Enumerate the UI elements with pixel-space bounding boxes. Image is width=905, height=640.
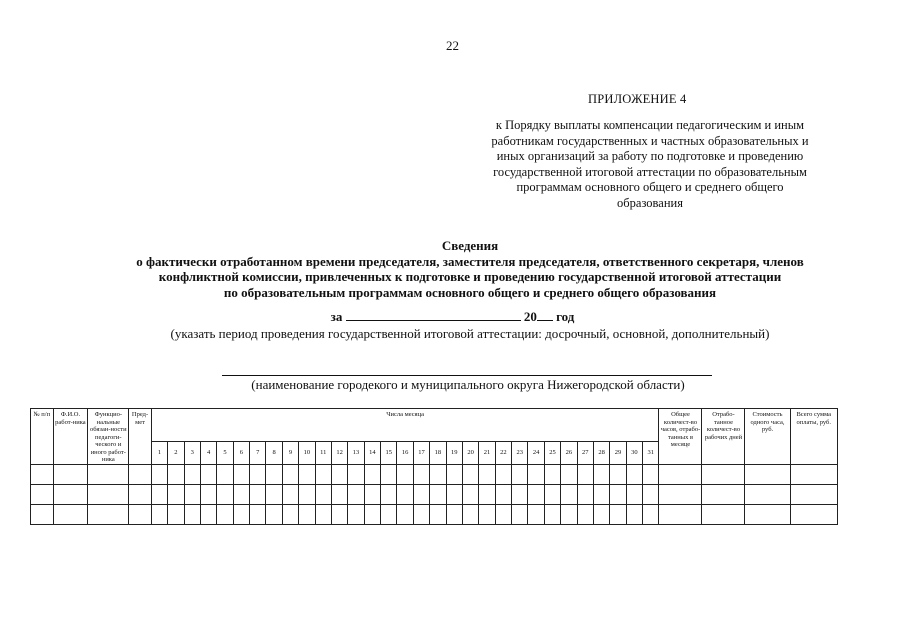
table-cell[interactable] <box>315 504 331 524</box>
table-cell[interactable] <box>544 484 560 504</box>
day-number: 22 <box>495 442 511 464</box>
table-cell[interactable] <box>233 484 249 504</box>
table-cell[interactable] <box>282 484 298 504</box>
table-cell[interactable] <box>790 484 837 504</box>
period-line <box>0 309 905 325</box>
table-cell[interactable] <box>643 484 659 504</box>
table-row <box>31 504 838 524</box>
table-cell[interactable] <box>282 504 298 524</box>
table-cell[interactable] <box>462 484 478 504</box>
col-header-no: № п/п <box>31 409 54 465</box>
table-cell[interactable] <box>430 504 446 524</box>
table-cell[interactable] <box>561 504 577 524</box>
col-header-rate: Стоимость одного часа, руб. <box>745 409 790 465</box>
day-number: 6 <box>233 442 249 464</box>
appendix-subtitle-line: работникам государственных и частных образовательных и <box>491 133 809 148</box>
table-cell[interactable] <box>544 504 560 524</box>
table-cell[interactable] <box>430 464 446 484</box>
col-header-position: Функцио-нальные обязан-ности педагоги-ческого и иного работ-ника <box>88 409 129 465</box>
heading-line: конфликтной комиссии, привлеченных к подготовке и проведению государственной итоговой аттестации <box>158 269 782 284</box>
day-number: 3 <box>184 442 200 464</box>
table-cell[interactable] <box>184 464 200 484</box>
day-number: 2 <box>168 442 184 464</box>
table-cell[interactable] <box>364 484 380 504</box>
day-number: 7 <box>250 442 266 464</box>
table-cell[interactable] <box>528 464 544 484</box>
table-cell[interactable] <box>129 504 152 524</box>
table-cell[interactable] <box>528 504 544 524</box>
table-cell[interactable] <box>315 464 331 484</box>
col-header-name: Ф.И.О. работ-ника <box>53 409 88 465</box>
table-cell[interactable] <box>446 484 462 504</box>
table-cell[interactable] <box>266 484 282 504</box>
period-prefix: за <box>330 309 343 324</box>
table-cell[interactable] <box>790 504 837 524</box>
table-cell[interactable] <box>643 464 659 484</box>
table-cell[interactable] <box>413 504 429 524</box>
table-cell[interactable] <box>413 464 429 484</box>
table-cell[interactable] <box>702 484 745 504</box>
table-cell[interactable] <box>348 484 364 504</box>
table-cell[interactable] <box>331 464 347 484</box>
table-cell[interactable] <box>610 484 626 504</box>
region-hint: (наименование городекого и муниципального округа Нижегородской области) <box>251 377 685 392</box>
day-number: 18 <box>430 442 446 464</box>
table-cell[interactable] <box>217 504 233 524</box>
table-cell[interactable] <box>626 484 642 504</box>
table-cell[interactable] <box>364 504 380 524</box>
table-cell[interactable] <box>446 504 462 524</box>
appendix-subtitle-line: государственной итоговой аттестации по образовательным <box>493 164 807 179</box>
period-year-prefix: 20 <box>523 309 537 324</box>
appendix-title: ПРИЛОЖЕНИЕ 4 <box>588 92 687 106</box>
table-cell[interactable] <box>495 464 511 484</box>
table-cell[interactable] <box>790 464 837 484</box>
table-cell[interactable] <box>528 484 544 504</box>
table-cell[interactable] <box>266 504 282 524</box>
table-cell[interactable] <box>462 464 478 484</box>
table-cell[interactable] <box>184 504 200 524</box>
day-number: 29 <box>610 442 626 464</box>
col-header-hours: Общее количест-во часов, отрабо-танных в месяце <box>659 409 702 465</box>
table-cell[interactable] <box>610 504 626 524</box>
table-cell[interactable] <box>315 484 331 504</box>
period-blank <box>346 309 521 321</box>
table-cell[interactable] <box>577 464 593 484</box>
table-cell[interactable] <box>381 464 397 484</box>
day-number: 9 <box>282 442 298 464</box>
table-cell[interactable] <box>217 464 233 484</box>
day-number: 13 <box>348 442 364 464</box>
table-cell[interactable] <box>88 464 129 484</box>
table-cell[interactable] <box>593 504 609 524</box>
table-cell[interactable] <box>31 484 54 504</box>
table-cell[interactable] <box>430 484 446 504</box>
table-cell[interactable] <box>31 504 54 524</box>
table-cell[interactable] <box>413 484 429 504</box>
document-heading <box>0 238 905 300</box>
table-cell[interactable] <box>184 484 200 504</box>
day-number: 26 <box>561 442 577 464</box>
table-cell[interactable] <box>151 464 167 484</box>
table-cell[interactable] <box>200 464 216 484</box>
heading-line: Сведения <box>441 238 499 253</box>
table-cell[interactable] <box>495 484 511 504</box>
table-cell[interactable] <box>381 504 397 524</box>
table-cell[interactable] <box>512 464 528 484</box>
day-number: 25 <box>544 442 560 464</box>
table-row <box>31 484 838 504</box>
table-cell[interactable] <box>88 504 129 524</box>
appendix-subtitle <box>440 118 860 211</box>
table-cell[interactable] <box>626 504 642 524</box>
day-number: 19 <box>446 442 462 464</box>
day-number: 16 <box>397 442 413 464</box>
day-number: 23 <box>512 442 528 464</box>
table-cell[interactable] <box>331 504 347 524</box>
day-number: 21 <box>479 442 495 464</box>
day-number: 10 <box>299 442 315 464</box>
table-cell[interactable] <box>53 484 88 504</box>
table-cell[interactable] <box>299 464 315 484</box>
day-number: 5 <box>217 442 233 464</box>
appendix-subtitle-line: к Порядку выплаты компенсации педагогическим и иным <box>495 118 805 132</box>
table-cell[interactable] <box>129 484 152 504</box>
table-cell[interactable] <box>479 484 495 504</box>
region-line <box>222 375 712 376</box>
table-cell[interactable] <box>561 484 577 504</box>
day-number: 11 <box>315 442 331 464</box>
table-cell[interactable] <box>643 504 659 524</box>
col-header-days: Числа месяца <box>151 409 659 442</box>
page-number: 22 <box>446 38 459 53</box>
table-cell[interactable] <box>626 464 642 484</box>
table-cell[interactable] <box>702 464 745 484</box>
day-number: 17 <box>413 442 429 464</box>
table-cell[interactable] <box>168 504 184 524</box>
table-cell[interactable] <box>577 484 593 504</box>
table-cell[interactable] <box>53 464 88 484</box>
table-cell[interactable] <box>233 504 249 524</box>
table-cell[interactable] <box>168 464 184 484</box>
col-header-subject: Пред-мет <box>129 409 152 465</box>
table-cell[interactable] <box>593 484 609 504</box>
table-cell[interactable] <box>381 484 397 504</box>
table-cell[interactable] <box>364 464 380 484</box>
period-suffix: год <box>556 309 575 324</box>
day-number: 1 <box>151 442 167 464</box>
table-cell[interactable] <box>250 504 266 524</box>
table-cell[interactable] <box>745 464 790 484</box>
table-cell[interactable] <box>512 504 528 524</box>
table-cell[interactable] <box>495 504 511 524</box>
col-header-total: Всего сумма оплаты, руб. <box>790 409 837 465</box>
table-cell[interactable] <box>31 464 54 484</box>
table-cell[interactable] <box>233 464 249 484</box>
table-cell[interactable] <box>217 484 233 504</box>
appendix-subtitle-line: образования <box>617 195 683 210</box>
period-hint: (указать период проведения государственной итоговой аттестации: досрочный, основной, дополнительный) <box>170 326 770 341</box>
heading-line: о фактически отработанном времени председателя, заместителя председателя, ответственного секретаря, членов <box>136 253 804 269</box>
table-cell[interactable] <box>299 484 315 504</box>
table-cell[interactable] <box>610 464 626 484</box>
day-number: 4 <box>200 442 216 464</box>
table-cell[interactable] <box>348 504 364 524</box>
day-number: 20 <box>462 442 478 464</box>
table-cell[interactable] <box>745 504 790 524</box>
appendix-subtitle-line: иных организаций за работу по подготовке и проведению <box>496 149 804 163</box>
day-number: 8 <box>266 442 282 464</box>
table-cell[interactable] <box>702 504 745 524</box>
table-cell[interactable] <box>151 504 167 524</box>
col-header-workdays: Отрабо-танное количест-во рабочих дней <box>702 409 745 465</box>
table-cell[interactable] <box>397 484 413 504</box>
table-cell[interactable] <box>397 464 413 484</box>
table-cell[interactable] <box>544 464 560 484</box>
day-number: 30 <box>626 442 642 464</box>
table-cell[interactable] <box>462 504 478 524</box>
table-cell[interactable] <box>561 464 577 484</box>
day-number: 15 <box>381 442 397 464</box>
table-cell[interactable] <box>446 464 462 484</box>
table-cell[interactable] <box>397 504 413 524</box>
table-cell[interactable] <box>331 484 347 504</box>
table-cell[interactable] <box>200 484 216 504</box>
table-cell[interactable] <box>151 484 167 504</box>
table-cell[interactable] <box>479 464 495 484</box>
day-number: 12 <box>331 442 347 464</box>
day-number: 24 <box>528 442 544 464</box>
table-cell[interactable] <box>250 464 266 484</box>
table-cell[interactable] <box>282 464 298 484</box>
table-cell[interactable] <box>745 484 790 504</box>
table-cell[interactable] <box>348 464 364 484</box>
table-cell[interactable] <box>659 464 702 484</box>
table-cell[interactable] <box>53 504 88 524</box>
table-cell[interactable] <box>266 464 282 484</box>
appendix-subtitle-line: программам основного общего и среднего общего <box>516 180 784 194</box>
report-table <box>30 408 838 525</box>
table-cell[interactable] <box>200 504 216 524</box>
table-cell[interactable] <box>129 464 152 484</box>
period-year-blank <box>537 309 553 321</box>
table-cell[interactable] <box>299 504 315 524</box>
day-number: 27 <box>577 442 593 464</box>
day-number: 14 <box>364 442 380 464</box>
table-cell[interactable] <box>168 484 184 504</box>
table-row <box>31 464 838 484</box>
table-cell[interactable] <box>88 484 129 504</box>
table-cell[interactable] <box>479 504 495 524</box>
day-number: 28 <box>593 442 609 464</box>
table-cell[interactable] <box>593 464 609 484</box>
day-number: 31 <box>643 442 659 464</box>
table-cell[interactable] <box>512 484 528 504</box>
table-cell[interactable] <box>659 504 702 524</box>
table-cell[interactable] <box>659 484 702 504</box>
table-cell[interactable] <box>577 504 593 524</box>
heading-line: по образовательным программам основного общего и среднего общего образования <box>223 284 717 300</box>
table-cell[interactable] <box>250 484 266 504</box>
